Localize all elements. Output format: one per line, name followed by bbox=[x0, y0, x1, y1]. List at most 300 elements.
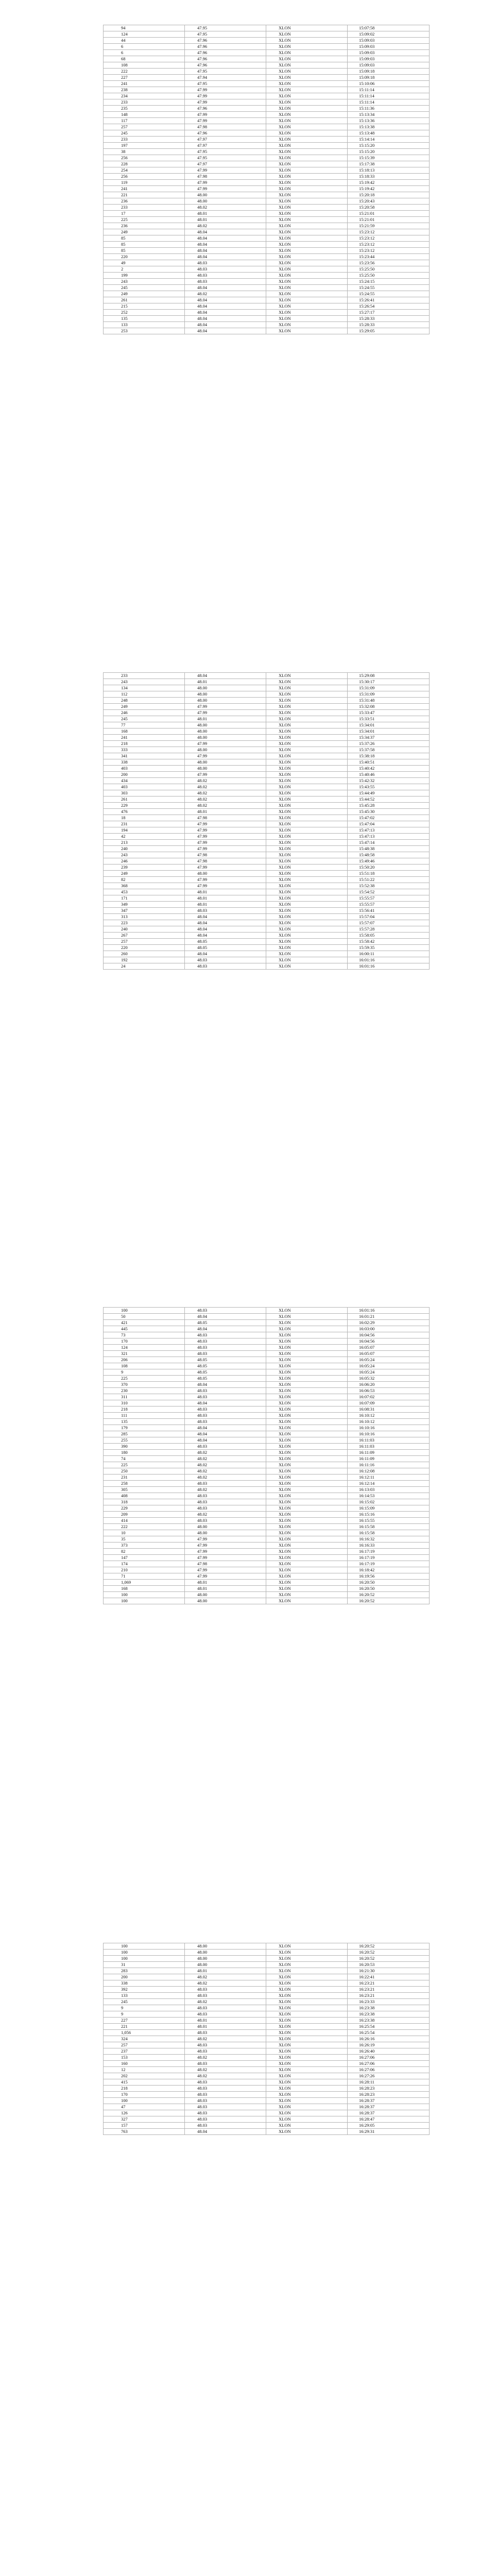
price-cell: 47.97 bbox=[185, 143, 266, 149]
time-cell: 15:19:42 bbox=[348, 180, 430, 186]
price-cell: 48.03 bbox=[185, 1419, 266, 1425]
time-cell: 16:17:19 bbox=[348, 1555, 430, 1561]
table-row bbox=[104, 685, 430, 691]
time-cell: 16:23:21 bbox=[348, 1987, 430, 1993]
price-cell: 48.04 bbox=[185, 242, 266, 248]
price-cell: 48.00 bbox=[185, 871, 266, 877]
venue-cell: XLON bbox=[266, 2116, 348, 2123]
time-cell: 16:23:38 bbox=[348, 2018, 430, 2024]
time-cell: 16:11:09 bbox=[348, 1456, 430, 1462]
volume-cell: 50 bbox=[104, 1314, 185, 1320]
price-cell: 48.03 bbox=[185, 2048, 266, 2055]
volume-cell: 135 bbox=[104, 316, 185, 322]
price-cell: 47.99 bbox=[185, 180, 266, 186]
venue-cell: XLON bbox=[266, 149, 348, 155]
table-row bbox=[104, 69, 430, 75]
volume-cell: 222 bbox=[104, 69, 185, 75]
venue-cell: XLON bbox=[266, 56, 348, 62]
venue-cell: XLON bbox=[266, 908, 348, 914]
time-cell: 16:07:02 bbox=[348, 1394, 430, 1400]
time-cell: 16:28:23 bbox=[348, 2092, 430, 2098]
price-cell: 48.02 bbox=[185, 291, 266, 297]
venue-cell: XLON bbox=[266, 2005, 348, 2011]
volume-cell: 35 bbox=[104, 1536, 185, 1543]
venue-cell: XLON bbox=[266, 716, 348, 722]
venue-cell: XLON bbox=[266, 902, 348, 908]
price-cell: 47.96 bbox=[185, 50, 266, 56]
time-cell: 15:23:12 bbox=[348, 242, 430, 248]
price-cell: 47.98 bbox=[185, 124, 266, 130]
table-row bbox=[104, 1363, 430, 1369]
price-cell: 48.03 bbox=[185, 1518, 266, 1524]
price-cell: 48.00 bbox=[185, 1950, 266, 1956]
volume-cell: 233 bbox=[104, 205, 185, 211]
time-cell: 16:25:54 bbox=[348, 2030, 430, 2036]
price-cell: 48.05 bbox=[185, 1369, 266, 1376]
time-cell: 15:23:12 bbox=[348, 235, 430, 242]
volume-cell: 250 bbox=[104, 1468, 185, 1475]
time-cell: 15:13:34 bbox=[348, 112, 430, 118]
volume-cell: 100 bbox=[104, 1943, 185, 1950]
venue-cell: XLON bbox=[266, 957, 348, 963]
venue-cell: XLON bbox=[266, 328, 348, 334]
volume-cell: 199 bbox=[104, 273, 185, 279]
price-cell: 48.05 bbox=[185, 1363, 266, 1369]
table-row bbox=[104, 2110, 430, 2116]
price-cell: 48.01 bbox=[185, 2018, 266, 2024]
volume-cell: 318 bbox=[104, 1499, 185, 1505]
venue-cell: XLON bbox=[266, 1413, 348, 1419]
time-cell: 15:40:46 bbox=[348, 772, 430, 778]
volume-cell: 249 bbox=[104, 229, 185, 235]
price-cell: 48.00 bbox=[185, 1956, 266, 1962]
table-row bbox=[104, 2024, 430, 2030]
price-cell: 48.04 bbox=[185, 926, 266, 933]
venue-cell: XLON bbox=[266, 273, 348, 279]
time-cell: 16:05:07 bbox=[348, 1345, 430, 1351]
time-cell: 16:01:21 bbox=[348, 1314, 430, 1320]
price-cell: 48.04 bbox=[185, 285, 266, 291]
venue-cell: XLON bbox=[266, 2079, 348, 2086]
volume-cell: 310 bbox=[104, 1400, 185, 1406]
time-cell: 15:23:44 bbox=[348, 254, 430, 260]
venue-cell: XLON bbox=[266, 297, 348, 303]
venue-cell: XLON bbox=[266, 1394, 348, 1400]
volume-cell: 218 bbox=[104, 1406, 185, 1413]
volume-cell: 257 bbox=[104, 939, 185, 945]
table-row bbox=[104, 1505, 430, 1512]
price-cell: 48.03 bbox=[185, 273, 266, 279]
venue-cell: XLON bbox=[266, 1444, 348, 1450]
volume-cell: 403 bbox=[104, 766, 185, 772]
price-cell: 48.05 bbox=[185, 1320, 266, 1326]
price-cell: 47.99 bbox=[185, 167, 266, 174]
table-row bbox=[104, 963, 430, 970]
volume-cell: 249 bbox=[104, 291, 185, 297]
price-cell: 47.99 bbox=[185, 87, 266, 93]
price-cell: 48.04 bbox=[185, 235, 266, 242]
table-row bbox=[104, 99, 430, 106]
venue-cell: XLON bbox=[266, 939, 348, 945]
table-row bbox=[104, 1444, 430, 1450]
time-cell: 16:03:00 bbox=[348, 1326, 430, 1332]
time-cell: 16:06:20 bbox=[348, 1382, 430, 1388]
price-cell: 48.00 bbox=[185, 735, 266, 741]
volume-cell: 229 bbox=[104, 803, 185, 809]
volume-cell: 261 bbox=[104, 796, 185, 803]
table-row bbox=[104, 106, 430, 112]
time-cell: 16:27:06 bbox=[348, 2055, 430, 2061]
price-cell: 47.96 bbox=[185, 56, 266, 62]
table-row bbox=[104, 31, 430, 38]
time-cell: 16:10:16 bbox=[348, 1431, 430, 1437]
time-cell: 15:34:01 bbox=[348, 722, 430, 728]
table-row bbox=[104, 87, 430, 93]
volume-cell: 47 bbox=[104, 2104, 185, 2110]
time-cell: 16:28:37 bbox=[348, 2098, 430, 2104]
time-cell: 15:31:09 bbox=[348, 685, 430, 691]
venue-cell: XLON bbox=[266, 1363, 348, 1369]
venue-cell: XLON bbox=[266, 1493, 348, 1499]
venue-cell: XLON bbox=[266, 174, 348, 180]
time-cell: 15:59:35 bbox=[348, 945, 430, 951]
price-cell: 48.00 bbox=[185, 1962, 266, 1968]
time-cell: 16:28:37 bbox=[348, 2104, 430, 2110]
table-row bbox=[104, 803, 430, 809]
table-row bbox=[104, 691, 430, 698]
price-cell: 48.02 bbox=[185, 1512, 266, 1518]
price-cell: 47.95 bbox=[185, 69, 266, 75]
table-row bbox=[104, 1993, 430, 1999]
table-row bbox=[104, 260, 430, 266]
volume-cell: 9 bbox=[104, 1369, 185, 1376]
volume-cell: 133 bbox=[104, 1993, 185, 1999]
volume-cell: 108 bbox=[104, 1363, 185, 1369]
table-row bbox=[104, 1499, 430, 1505]
volume-cell: 327 bbox=[104, 2116, 185, 2123]
time-cell: 15:45:30 bbox=[348, 809, 430, 815]
volume-cell: 213 bbox=[104, 840, 185, 846]
table-row bbox=[104, 285, 430, 291]
volume-cell: 392 bbox=[104, 1987, 185, 1993]
price-cell: 48.01 bbox=[185, 809, 266, 815]
table-row bbox=[104, 248, 430, 254]
venue-cell: XLON bbox=[266, 1536, 348, 1543]
venue-cell: XLON bbox=[266, 846, 348, 852]
price-cell: 47.99 bbox=[185, 883, 266, 889]
volume-cell: 49 bbox=[104, 260, 185, 266]
volume-cell: 221 bbox=[104, 2024, 185, 2030]
price-cell: 48.02 bbox=[185, 1468, 266, 1475]
table-row bbox=[104, 2055, 430, 2061]
volume-cell: 42 bbox=[104, 834, 185, 840]
time-cell: 15:25:50 bbox=[348, 273, 430, 279]
time-cell: 15:27:17 bbox=[348, 310, 430, 316]
volume-cell: 222 bbox=[104, 1524, 185, 1530]
table-row bbox=[104, 2098, 430, 2104]
price-cell: 48.03 bbox=[185, 1345, 266, 1351]
price-cell: 47.99 bbox=[185, 827, 266, 834]
venue-cell: XLON bbox=[266, 815, 348, 821]
volume-cell: 17 bbox=[104, 211, 185, 217]
time-cell: 15:28:33 bbox=[348, 322, 430, 328]
price-cell: 47.97 bbox=[185, 161, 266, 167]
price-cell: 48.04 bbox=[185, 1437, 266, 1444]
price-cell: 48.03 bbox=[185, 963, 266, 970]
price-cell: 48.03 bbox=[185, 1394, 266, 1400]
table-row bbox=[104, 772, 430, 778]
venue-cell: XLON bbox=[266, 865, 348, 871]
venue-cell: XLON bbox=[266, 753, 348, 759]
table-row bbox=[104, 242, 430, 248]
time-cell: 16:27:26 bbox=[348, 2073, 430, 2079]
price-cell: 48.02 bbox=[185, 1462, 266, 1468]
venue-cell: XLON bbox=[266, 25, 348, 31]
time-cell: 16:28:47 bbox=[348, 2116, 430, 2123]
venue-cell: XLON bbox=[266, 1450, 348, 1456]
table-row bbox=[104, 2042, 430, 2048]
time-cell: 16:10:12 bbox=[348, 1419, 430, 1425]
price-cell: 47.99 bbox=[185, 772, 266, 778]
table-row bbox=[104, 149, 430, 155]
volume-cell: 10 bbox=[104, 1530, 185, 1536]
table-row bbox=[104, 328, 430, 334]
time-cell: 15:50:20 bbox=[348, 865, 430, 871]
time-cell: 15:21:01 bbox=[348, 211, 430, 217]
venue-cell: XLON bbox=[266, 1345, 348, 1351]
table-row bbox=[104, 673, 430, 679]
time-cell: 16:17:19 bbox=[348, 1549, 430, 1555]
table-row bbox=[104, 1419, 430, 1425]
volume-cell: 153 bbox=[104, 2055, 185, 2061]
venue-cell: XLON bbox=[266, 963, 348, 970]
time-cell: 16:15:55 bbox=[348, 1518, 430, 1524]
venue-cell: XLON bbox=[266, 50, 348, 56]
venue-cell: XLON bbox=[266, 69, 348, 75]
volume-cell: 225 bbox=[104, 217, 185, 223]
venue-cell: XLON bbox=[266, 2129, 348, 2135]
venue-cell: XLON bbox=[266, 1950, 348, 1956]
volume-cell: 179 bbox=[104, 1425, 185, 1431]
volume-cell: 368 bbox=[104, 883, 185, 889]
venue-cell: XLON bbox=[266, 118, 348, 124]
volume-cell: 390 bbox=[104, 1444, 185, 1450]
table-row bbox=[104, 1376, 430, 1382]
time-cell: 16:29:31 bbox=[348, 2129, 430, 2135]
time-cell: 15:47:13 bbox=[348, 827, 430, 834]
table-row bbox=[104, 834, 430, 840]
price-cell: 48.00 bbox=[185, 747, 266, 753]
time-cell: 16:20:53 bbox=[348, 1962, 430, 1968]
venue-cell: XLON bbox=[266, 1431, 348, 1437]
venue-cell: XLON bbox=[266, 1437, 348, 1444]
table-row bbox=[104, 945, 430, 951]
volume-cell: 202 bbox=[104, 2073, 185, 2079]
venue-cell: XLON bbox=[266, 93, 348, 99]
price-cell: 48.03 bbox=[185, 2098, 266, 2104]
time-cell: 16:16:33 bbox=[348, 1543, 430, 1549]
table-row bbox=[104, 143, 430, 149]
venue-cell: XLON bbox=[266, 1549, 348, 1555]
time-cell: 15:23:56 bbox=[348, 260, 430, 266]
volume-cell: 215 bbox=[104, 303, 185, 310]
table-row bbox=[104, 1406, 430, 1413]
table-row bbox=[104, 778, 430, 784]
time-cell: 16:15:16 bbox=[348, 1512, 430, 1518]
time-cell: 15:34:37 bbox=[348, 735, 430, 741]
price-cell: 48.00 bbox=[185, 198, 266, 205]
table-row bbox=[104, 1481, 430, 1487]
table-row bbox=[104, 951, 430, 957]
venue-cell: XLON bbox=[266, 1456, 348, 1462]
volume-cell: 225 bbox=[104, 1462, 185, 1468]
table-row bbox=[104, 1586, 430, 1592]
price-cell: 48.01 bbox=[185, 679, 266, 685]
volume-cell: 240 bbox=[104, 846, 185, 852]
price-cell: 48.03 bbox=[185, 1406, 266, 1413]
price-cell: 48.04 bbox=[185, 1431, 266, 1437]
price-cell: 47.95 bbox=[185, 31, 266, 38]
volume-cell: 31 bbox=[104, 1962, 185, 1968]
table-row bbox=[104, 1320, 430, 1326]
time-cell: 15:24:55 bbox=[348, 291, 430, 297]
time-cell: 15:15:20 bbox=[348, 149, 430, 155]
price-cell: 48.04 bbox=[185, 920, 266, 926]
volume-cell: 100 bbox=[104, 1592, 185, 1598]
time-cell: 16:26:16 bbox=[348, 2036, 430, 2042]
venue-cell: XLON bbox=[266, 1406, 348, 1413]
venue-cell: XLON bbox=[266, 1543, 348, 1549]
venue-cell: XLON bbox=[266, 44, 348, 50]
price-cell: 48.00 bbox=[185, 722, 266, 728]
volume-cell: 174 bbox=[104, 1561, 185, 1567]
table-row bbox=[104, 56, 430, 62]
table-row bbox=[104, 698, 430, 704]
table-row bbox=[104, 895, 430, 902]
venue-cell: XLON bbox=[266, 1943, 348, 1950]
volume-cell: 9 bbox=[104, 2005, 185, 2011]
time-cell: 15:47:13 bbox=[348, 834, 430, 840]
time-cell: 15:33:51 bbox=[348, 716, 430, 722]
time-cell: 16:02:29 bbox=[348, 1320, 430, 1326]
time-cell: 15:57:04 bbox=[348, 914, 430, 920]
venue-cell: XLON bbox=[266, 840, 348, 846]
table-row bbox=[104, 2116, 430, 2123]
time-cell: 16:05:32 bbox=[348, 1376, 430, 1382]
venue-cell: XLON bbox=[266, 2048, 348, 2055]
venue-cell: XLON bbox=[266, 1555, 348, 1561]
time-cell: 16:23:21 bbox=[348, 1980, 430, 1987]
time-cell: 15:57:07 bbox=[348, 920, 430, 926]
price-cell: 48.03 bbox=[185, 2110, 266, 2116]
volume-cell: 261 bbox=[104, 297, 185, 303]
venue-cell: XLON bbox=[266, 1425, 348, 1431]
table-row bbox=[104, 322, 430, 328]
venue-cell: XLON bbox=[266, 766, 348, 772]
volume-cell: 124 bbox=[104, 31, 185, 38]
venue-cell: XLON bbox=[266, 279, 348, 285]
price-cell: 48.03 bbox=[185, 2005, 266, 2011]
price-cell: 48.01 bbox=[185, 1968, 266, 1974]
time-cell: 16:08:31 bbox=[348, 1406, 430, 1413]
venue-cell: XLON bbox=[266, 803, 348, 809]
table-row bbox=[104, 297, 430, 303]
volume-cell: 258 bbox=[104, 1481, 185, 1487]
volume-cell: 252 bbox=[104, 310, 185, 316]
time-cell: 15:58:05 bbox=[348, 933, 430, 939]
table-row bbox=[104, 1431, 430, 1437]
price-cell: 48.01 bbox=[185, 1580, 266, 1586]
time-cell: 15:30:17 bbox=[348, 679, 430, 685]
price-cell: 48.03 bbox=[185, 2116, 266, 2123]
table-row bbox=[104, 205, 430, 211]
time-cell: 16:28:37 bbox=[348, 2110, 430, 2116]
price-cell: 48.05 bbox=[185, 1357, 266, 1363]
time-cell: 15:13:48 bbox=[348, 130, 430, 137]
volume-cell: 311 bbox=[104, 1394, 185, 1400]
volume-cell: 233 bbox=[104, 99, 185, 106]
time-cell: 15:25:50 bbox=[348, 266, 430, 273]
table-row bbox=[104, 815, 430, 821]
volume-cell: 85 bbox=[104, 235, 185, 242]
table-row bbox=[104, 846, 430, 852]
time-cell: 16:28:11 bbox=[348, 2079, 430, 2086]
time-cell: 15:58:42 bbox=[348, 939, 430, 945]
price-cell: 47.94 bbox=[185, 75, 266, 81]
table-row bbox=[104, 310, 430, 316]
time-cell: 16:11:16 bbox=[348, 1462, 430, 1468]
venue-cell: XLON bbox=[266, 1580, 348, 1586]
time-cell: 16:11:03 bbox=[348, 1437, 430, 1444]
table-row bbox=[104, 38, 430, 44]
price-cell: 47.96 bbox=[185, 130, 266, 137]
time-cell: 16:26:19 bbox=[348, 2042, 430, 2048]
time-cell: 16:20:52 bbox=[348, 1950, 430, 1956]
price-cell: 48.00 bbox=[185, 1530, 266, 1536]
venue-cell: XLON bbox=[266, 728, 348, 735]
price-cell: 48.00 bbox=[185, 698, 266, 704]
volume-cell: 18 bbox=[104, 815, 185, 821]
price-cell: 48.00 bbox=[185, 685, 266, 691]
volume-cell: 476 bbox=[104, 809, 185, 815]
table-row bbox=[104, 1326, 430, 1332]
volume-cell: 218 bbox=[104, 741, 185, 747]
venue-cell: XLON bbox=[266, 1357, 348, 1363]
volume-cell: 38 bbox=[104, 149, 185, 155]
time-cell: 16:20:52 bbox=[348, 1592, 430, 1598]
time-cell: 16:23:21 bbox=[348, 1993, 430, 1999]
venue-cell: XLON bbox=[266, 2086, 348, 2092]
price-cell: 48.04 bbox=[185, 322, 266, 328]
table-row bbox=[104, 784, 430, 790]
table-row bbox=[104, 1369, 430, 1376]
price-cell: 48.02 bbox=[185, 790, 266, 796]
table-row bbox=[104, 254, 430, 260]
venue-cell: XLON bbox=[266, 796, 348, 803]
price-cell: 48.02 bbox=[185, 803, 266, 809]
table-row bbox=[104, 2061, 430, 2067]
time-cell: 15:40:51 bbox=[348, 759, 430, 766]
table-row bbox=[104, 2104, 430, 2110]
volume-cell: 68 bbox=[104, 56, 185, 62]
time-cell: 15:09:03 bbox=[348, 38, 430, 44]
price-cell: 48.02 bbox=[185, 2036, 266, 2042]
table-row bbox=[104, 2123, 430, 2129]
time-cell: 15:54:52 bbox=[348, 889, 430, 895]
table-row bbox=[104, 1468, 430, 1475]
price-cell: 47.96 bbox=[185, 106, 266, 112]
table-row bbox=[104, 1394, 430, 1400]
